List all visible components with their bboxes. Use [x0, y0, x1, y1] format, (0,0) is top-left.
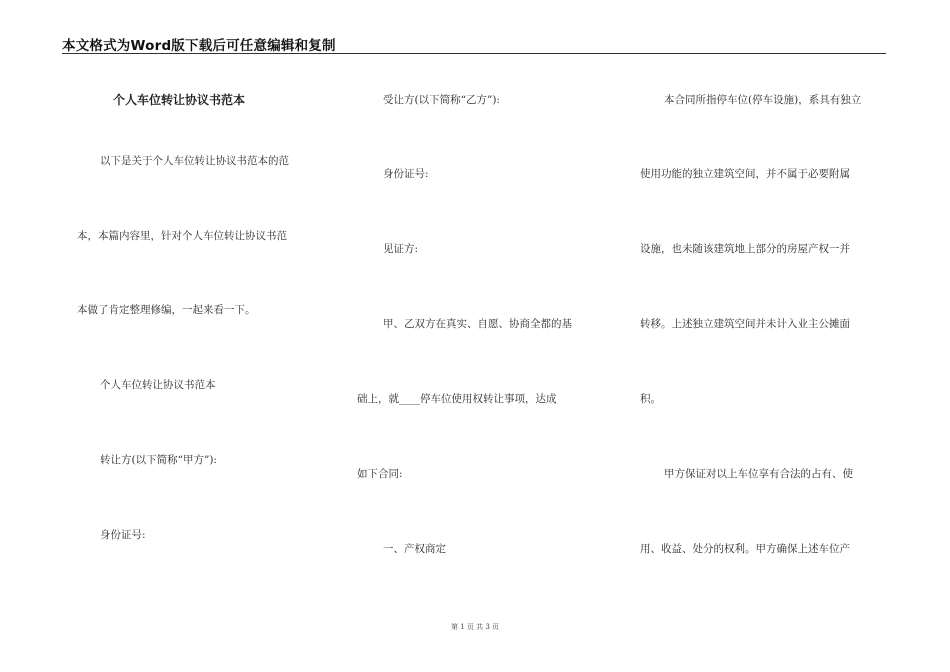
paragraph-line: 本做了肯定整理修编，一起来看一下。 [77, 304, 256, 316]
paragraph-line: 身份证号: [383, 168, 429, 180]
paragraph-line: 本合同所指停车位(停车设施)，系具有独立 [664, 94, 862, 106]
paragraph-line: 使用功能的独立建筑空间，并不属于必要附属 [640, 168, 850, 180]
paragraph-line: 见证方: [383, 243, 419, 255]
paragraph-line: 用、收益、处分的权利。甲方确保上述车位产 [640, 543, 850, 555]
text-column-right [630, 0, 900, 600]
paragraph-line: 转让方(以下简称“甲方”): [100, 454, 217, 466]
paragraph-line: 以下是关于个人车位转让协议书范本的范 [100, 155, 289, 167]
paragraph-line: 甲方保证对以上车位享有合法的占有、使 [664, 468, 853, 480]
paragraph-line: 如下合同: [357, 468, 403, 480]
document-title: 个人车位转让协议书范本 [113, 93, 246, 107]
paragraph-line: 转移。上述独立建筑空间并未计入业主公摊面 [640, 318, 850, 330]
paragraph-line: 积。 [640, 393, 661, 405]
text-column-middle [330, 0, 630, 600]
paragraph-line: 身份证号: [100, 529, 146, 541]
paragraph-line: 甲、乙双方在真实、自愿、协商全都的基 [383, 318, 572, 330]
paragraph-line: 本，本篇内容里，针对个人车位转让协议书范 [77, 230, 287, 242]
paragraph-line: 础上，就____停车位使用权转让事项，达成 [357, 393, 557, 405]
paragraph-line: 受让方(以下简称“乙方”): [383, 94, 500, 106]
document-header-title: 本文格式为Word版下载后可任意编辑和复制 [62, 38, 336, 54]
paragraph-line: 一、产权商定 [383, 543, 446, 555]
text-column-left [0, 0, 330, 600]
paragraph-line: 设施，也未随该建筑地上部分的房屋产权一并 [640, 243, 850, 255]
page-number: 第 1 页 共 3 页 [450, 623, 500, 631]
paragraph-line: 个人车位转让协议书范本 [100, 379, 216, 391]
